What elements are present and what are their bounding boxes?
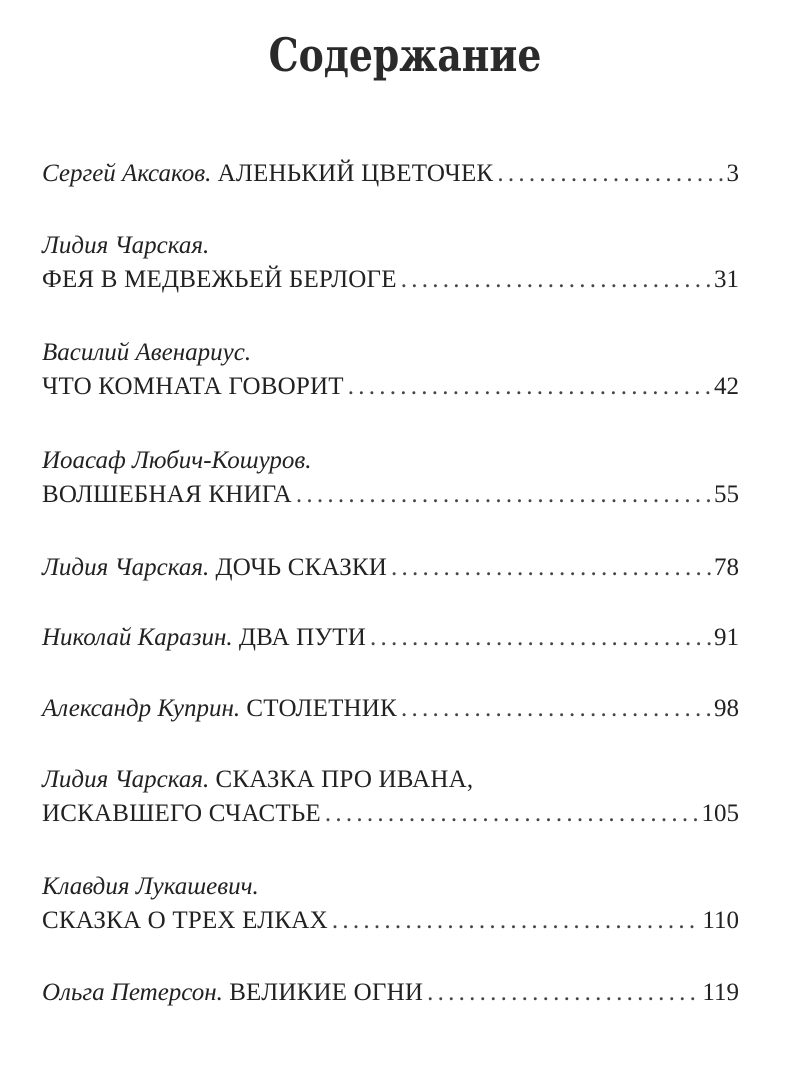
leader-dots [401, 692, 712, 726]
entry-page-number: 78 [714, 554, 739, 581]
entry-title: ВОЛШЕБНАЯ КНИГА [42, 481, 292, 508]
entry-author: Василий Авенариус. [42, 339, 252, 366]
toc-entry [42, 870, 739, 938]
entry-page-number: 91 [714, 624, 739, 651]
entry-page-number: 119 [702, 979, 739, 1006]
leader-dots [391, 551, 712, 585]
entry-title: ФЕЯ В МЕДВЕЖЬЕЙ БЕРЛОГЕ [42, 266, 397, 293]
entry-author: Клавдия Лукашевич. [42, 873, 259, 900]
entry-author: Николай Каразин. [42, 624, 233, 651]
entry-author: Лидия Чарская. [42, 232, 210, 259]
entry-author: Лидия Чарская. [42, 554, 210, 581]
entry-page-number: 31 [714, 266, 739, 293]
leader-dots [332, 904, 701, 938]
leader-dots [497, 157, 724, 191]
entry-title: АЛЕНЬКИЙ ЦВЕТОЧЕК [217, 160, 494, 187]
entry-page-number: 110 [702, 907, 739, 934]
toc-entry [42, 229, 739, 297]
toc-entry [42, 551, 739, 585]
entry-author: Сергей Аксаков. [42, 160, 212, 187]
entry-page-number: 105 [701, 800, 739, 827]
toc-entry [42, 157, 739, 191]
leader-dots [370, 621, 712, 655]
leader-dots [348, 370, 712, 404]
entry-title: ДОЧЬ СКАЗКИ [215, 554, 388, 581]
entry-title-continued: ИСКАВШЕГО СЧАСТЬЕ [42, 800, 321, 827]
page-title: Содержание [268, 28, 542, 82]
entry-author: Ольга Петерсон. [42, 979, 223, 1006]
leader-dots [296, 478, 712, 512]
entry-page-number: 42 [714, 373, 739, 400]
leader-dots [401, 263, 712, 297]
entry-page-number: 3 [726, 160, 739, 187]
entry-title: ВЕЛИКИЕ ОГНИ [229, 979, 424, 1006]
entry-title: СКАЗКА О ТРЕХ ЕЛКАХ [42, 907, 328, 934]
toc-entry [42, 763, 739, 831]
entry-author: Иоасаф Любич-Кошуров. [42, 447, 312, 474]
leader-dots [427, 976, 700, 1010]
entry-author: Александр Куприн. [42, 695, 241, 722]
toc-entry [42, 692, 739, 726]
entry-title: СТОЛЕТНИК [246, 695, 397, 722]
entry-page-number: 55 [714, 481, 739, 508]
entry-title: ЧТО КОМНАТА ГОВОРИТ [42, 373, 344, 400]
entry-title: ДВА ПУТИ [238, 624, 367, 651]
toc-entry [42, 444, 739, 512]
leader-dots [325, 797, 700, 831]
toc-entry [42, 621, 739, 655]
entry-author: Лидия Чарская. [42, 766, 210, 793]
toc-entry [42, 336, 739, 404]
entry-title: СКАЗКА ПРО ИВАНА, [215, 766, 474, 793]
entry-page-number: 98 [714, 695, 739, 722]
toc-entry [42, 976, 739, 1010]
